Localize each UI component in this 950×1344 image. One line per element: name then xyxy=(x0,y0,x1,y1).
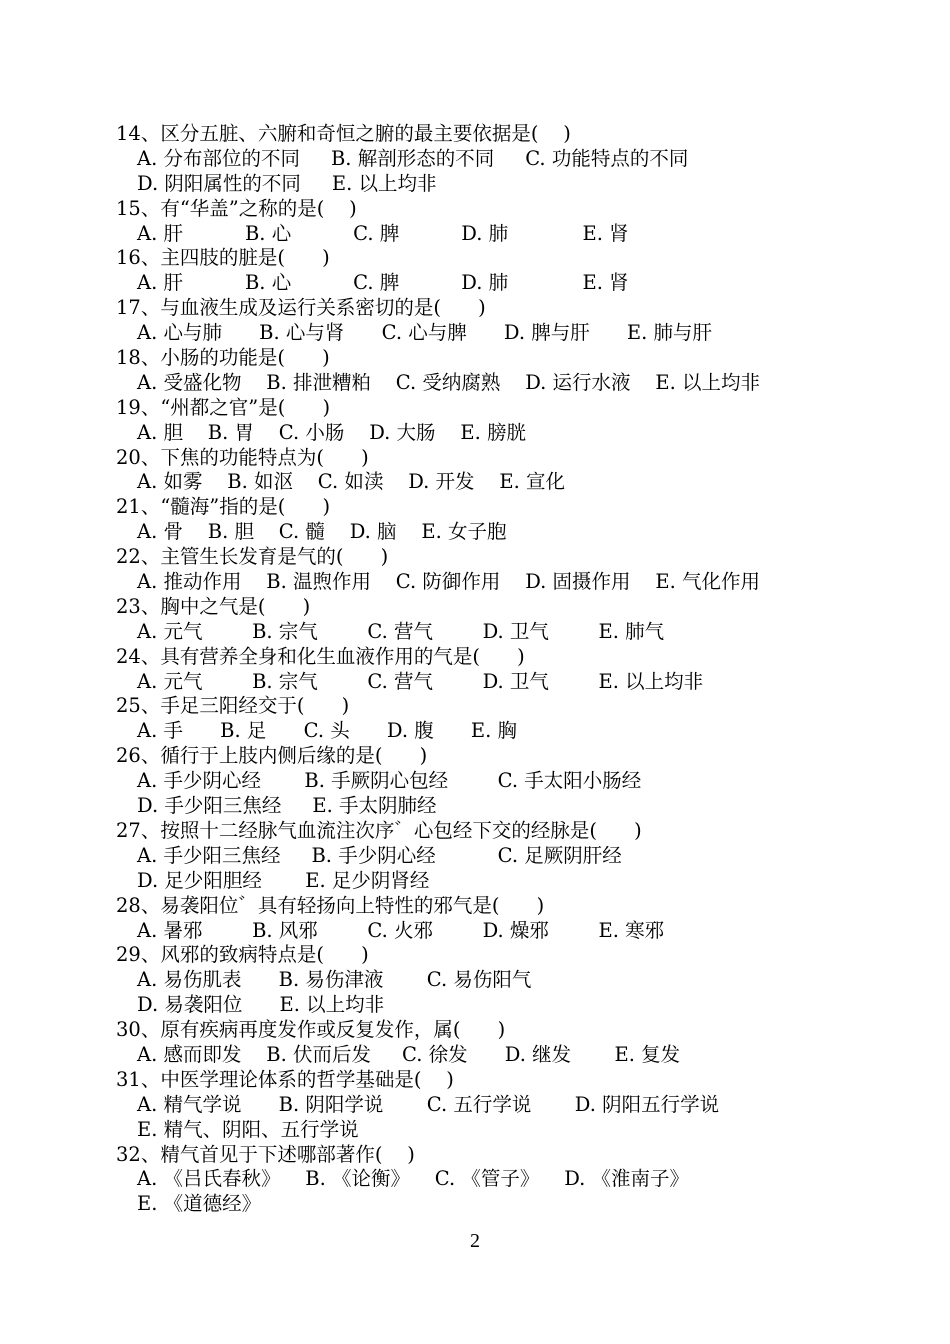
answer-options: A. 胆 B. 胃 C. 小肠 D. 大肠 E. 膀胱 xyxy=(137,420,526,444)
answer-options: A. 感而即发 B. 伏而后发 C. 徐发 D. 继发 E. 复发 xyxy=(137,1042,681,1066)
question-stem: 20、下焦的功能特点为( ) xyxy=(116,445,369,469)
answer-options: A. 骨 B. 胆 C. 髓 D. 脑 E. 女子胞 xyxy=(137,520,507,544)
answer-options: A. 元气 B. 宗气 C. 营气 D. 卫气 E. 肺气 xyxy=(137,619,665,643)
question-stem: 27、按照十二经脉气血流注次序゛心包经下交的经脉是( ) xyxy=(116,818,642,842)
question-stem: 22、主管生长发育是气的( ) xyxy=(116,545,389,569)
answer-options: E. 精气、阴阳、五行学说 xyxy=(137,1117,359,1141)
answer-options: D. 阴阳属性的不同 E. 以上均非 xyxy=(137,171,437,195)
answer-options: A. 暑邪 B. 风邪 C. 火邪 D. 燥邪 E. 寒邪 xyxy=(137,918,665,942)
answer-options: A. 受盛化物 B. 排泄糟粕 C. 受纳腐熟 D. 运行水液 E. 以上均非 xyxy=(137,370,760,394)
question-stem: 29、风邪的致病特点是( ) xyxy=(116,943,369,967)
question-stem: 25、手足三阳经交于( ) xyxy=(116,694,350,718)
answer-options: D. 足少阳胆经 E. 足少阴肾经 xyxy=(137,868,430,892)
question-stem: 19、“州都之官”是( ) xyxy=(116,395,331,419)
answer-options: E. 《道德经》 xyxy=(137,1192,262,1216)
question-stem: 30、原有疾病再度发作或反复发作，属( ) xyxy=(116,1018,506,1042)
question-stem: 26、循行于上肢内侧后缘的是( ) xyxy=(116,744,428,768)
answer-options: A. 手 B. 足 C. 头 D. 腹 E. 胸 xyxy=(137,719,518,743)
answer-options: D. 手少阳三焦经 E. 手太阴肺经 xyxy=(137,794,437,818)
question-stem: 21、“髓海”指的是( ) xyxy=(116,495,331,519)
question-list xyxy=(0,122,950,1217)
question-stem: 24、具有营养全身和化生血液作用的气是( ) xyxy=(116,644,525,668)
question-stem: 16、主四肢的脏是( ) xyxy=(116,246,330,270)
page-number: 2 xyxy=(470,1230,480,1252)
answer-options: A. 推动作用 B. 温煦作用 C. 防御作用 D. 固摄作用 E. 气化作用 xyxy=(137,570,760,594)
answer-options: A. 元气 B. 宗气 C. 营气 D. 卫气 E. 以上均非 xyxy=(137,669,704,693)
answer-options: A. 《吕氏春秋》 B. 《论衡》 C. 《管子》 D. 《淮南子》 xyxy=(137,1167,690,1191)
question-stem: 31、中医学理论体系的哲学基础是( ) xyxy=(116,1067,454,1091)
answer-options: A. 肝 B. 心 C. 脾 D. 肺 E. 肾 xyxy=(137,221,629,245)
question-stem: 17、与血液生成及运行关系密切的是( ) xyxy=(116,296,486,320)
answer-options: A. 肝 B. 心 C. 脾 D. 肺 E. 肾 xyxy=(137,271,629,295)
answer-options: A. 手少阴心经 B. 手厥阴心包经 C. 手太阳小肠经 xyxy=(137,769,642,793)
answer-options: A. 心与肺 B. 心与肾 C. 心与脾 D. 脾与肝 E. 肺与肝 xyxy=(137,321,713,345)
answer-options: A. 分布部位的不同 B. 解剖形态的不同 C. 功能特点的不同 xyxy=(137,146,689,170)
answer-options: A. 手少阳三焦经 B. 手少阴心经 C. 足厥阴肝经 xyxy=(137,843,622,867)
question-stem: 32、精气首见于下述哪部著作( ) xyxy=(116,1142,415,1166)
question-stem: 28、易袭阳位゛具有轻扬向上特性的邪气是( ) xyxy=(116,893,545,917)
answer-options: A. 如雾 B. 如沤 C. 如渎 D. 开发 E. 宣化 xyxy=(137,470,565,494)
answer-options: A. 易伤肌表 B. 易伤津液 C. 易伤阳气 xyxy=(137,968,532,992)
question-stem: 18、小肠的功能是( ) xyxy=(116,346,330,370)
question-stem: 23、胸中之气是( ) xyxy=(116,594,311,618)
question-stem: 14、区分五脏、六腑和奇恒之腑的最主要依据是( ) xyxy=(116,122,571,145)
answer-options: D. 易袭阳位 E. 以上均非 xyxy=(137,993,385,1017)
question-stem: 15、有“华盖”之称的是( ) xyxy=(116,196,357,220)
answer-options: A. 精气学说 B. 阴阳学说 C. 五行学说 D. 阴阳五行学说 xyxy=(137,1092,720,1116)
